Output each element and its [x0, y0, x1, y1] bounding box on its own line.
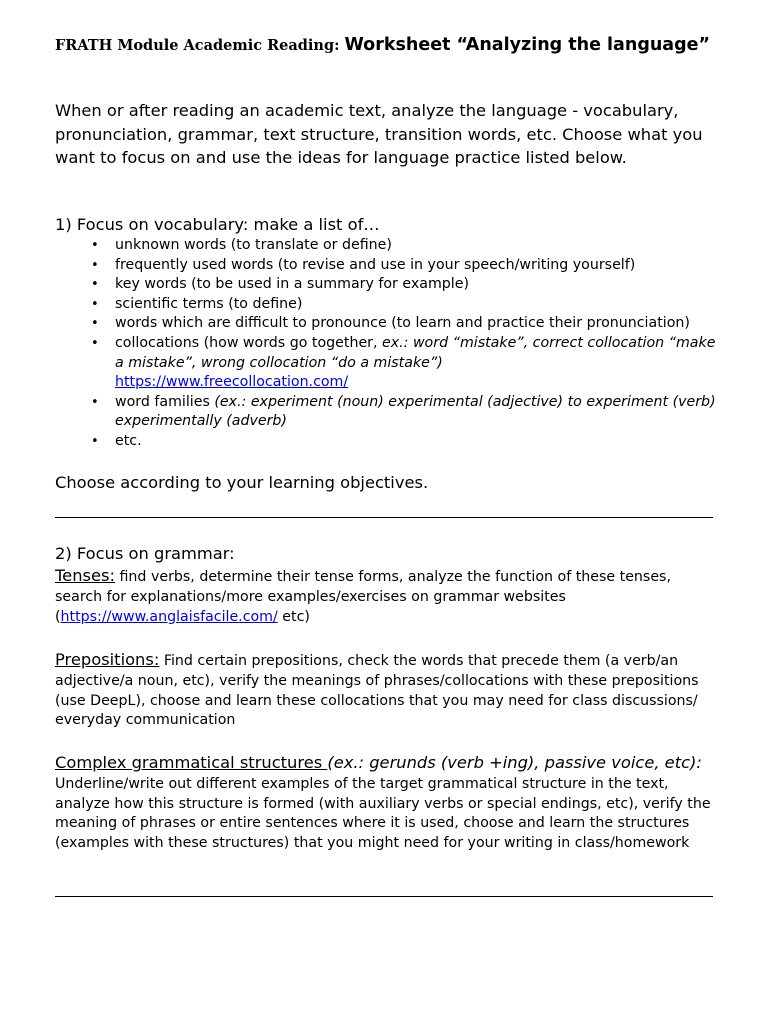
list-item-word-families: • word families (ex.: experiment (noun) experimental (adjective) to experiment (verb) experimentally (adverb) [91, 393, 716, 430]
word-family-example: (ex.: experiment (noun) experimental (adjective) to experiment (verb) experimentally (adverb) [115, 393, 716, 430]
tenses-label: Tenses: [55, 566, 115, 585]
bullet-icon: • [91, 316, 99, 332]
grammar-heading: 2) Focus on grammar: [55, 544, 235, 563]
bullet-icon: • [91, 277, 99, 293]
list-item-collocations: • collocations (how words go together, ex.: word “mistake”, correct collocation “make a mistake”, wrong collocation “do a mistake”) https://www.freecollocation.com/ [91, 334, 716, 391]
vocabulary-list [91, 236, 721, 452]
prepositions-label: Prepositions: [55, 650, 160, 669]
freecollocation-link[interactable]: https://www.freecollocation.com/ [115, 374, 349, 391]
bullet-icon: • [91, 238, 99, 253]
complex-structures-example: (ex.: gerunds (verb +ing), passive voice, etc): [327, 753, 702, 772]
bullet-icon: • [91, 394, 99, 410]
anglaisfacile-link[interactable]: https://www.anglaisfacile.com/ [60, 608, 278, 625]
prepositions-paragraph: Prepositions: Find certain prepositions, check the words that precede them (a verb/an adjective/a noun, etc), verify the meanings of phrases/collocations with these prepositions (use DeepL), choose and learn these collocations that you may need for class discussions/ everyday communication [55, 650, 699, 729]
complex-structures-paragraph: Complex grammatical structures (ex.: gerunds (verb +ing), passive voice, etc): Underline/write out different examples of the target grammatical structure in the text, analyze how this structure is formed (with auxiliary verbs or special endings, etc), verify the meaning of phrases or entire sentences where it is used, choose and learn the structures (examples with these structures) that you might need for your writing in class/homework [55, 753, 711, 852]
divider [55, 896, 713, 897]
bullet-icon: • [91, 296, 99, 312]
list-item: • unknown words (to translate or define) [91, 236, 721, 256]
vocabulary-heading: 1) Focus on vocabulary: make a list of… [55, 215, 380, 234]
list-item: • words which are difficult to pronounce (to learn and practice their pronunciation) [91, 314, 721, 334]
list-item: • frequently used words (to revise and use in your speech/writing yourself) [91, 256, 721, 276]
title-main: Worksheet “Analyzing the language” [344, 35, 711, 55]
divider [55, 517, 713, 518]
vocabulary-closing: Choose according to your learning objectives. [55, 473, 429, 492]
tenses-paragraph: Tenses: find verbs, determine their tense forms, analyze the function of these tenses, search for explanations/more examples/exercises on grammar websites (https://www.anglaisfacile.com/ etc) [55, 566, 671, 625]
list-item: • etc. [91, 432, 721, 452]
intro-paragraph: When or after reading an academic text, analyze the language - vocabulary, pronunciation, grammar, text structure, transition words, etc. Choose what you want to focus on and use the ideas for language practice listed below. [55, 101, 703, 167]
list-item: • scientific terms (to define) [91, 295, 721, 315]
bullet-icon: • [91, 257, 99, 273]
list-item: • key words (to be used in a summary for example) [91, 275, 721, 295]
bullet-icon: • [91, 335, 99, 351]
bullet-icon: • [91, 433, 99, 449]
worksheet-title [55, 33, 715, 57]
collocation-example: ex.: word “mistake”, correct collocation “make a mistake”, wrong collocation “do a mistake”) [115, 334, 716, 371]
complex-structures-label: Complex grammatical structures [55, 753, 328, 772]
title-prefix: FRATH Module Academic Reading: [55, 37, 345, 54]
